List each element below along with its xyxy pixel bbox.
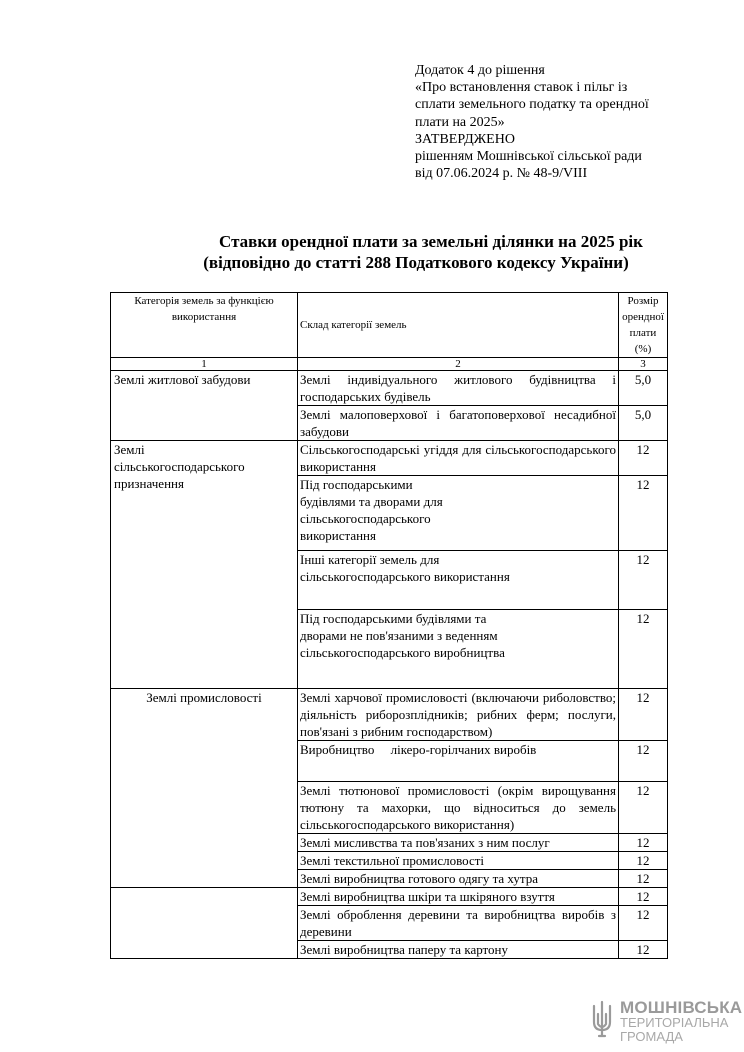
rate-cell: 12: [619, 941, 668, 959]
composition-cell: Землі оброблення деревини та виробництва виробів з деревини: [298, 906, 619, 941]
category-label: Землі сільськогосподарського призначення: [114, 442, 245, 491]
column-number: 1: [111, 358, 298, 371]
category-cell: [111, 441, 298, 689]
table-row: [111, 689, 668, 741]
header-rate: Розмір орендної плати (%): [619, 293, 668, 358]
rate-cell: 12: [619, 870, 668, 888]
header-line: Додаток 4 до рішення: [415, 63, 545, 78]
logo-line-2: ТЕРИТОРІАЛЬНА: [620, 1015, 729, 1030]
rate-cell: 12: [619, 741, 668, 782]
rate-cell: 12: [619, 888, 668, 906]
composition-cell: Землі виробництва шкіри та шкіряного взуття: [298, 888, 619, 906]
table-header-row: [111, 293, 668, 358]
composition-text: Інші категорії земель для сільськогосподарського використання: [300, 552, 510, 584]
composition-cell: Землі текстильної промисловості: [298, 852, 619, 870]
header-composition: Склад категорії земель: [298, 293, 619, 358]
composition-text: Під господарськими будівлями та дворами для сільськогосподарського використання: [300, 477, 443, 543]
header-line: «Про встановлення ставок і пільг із: [415, 80, 628, 96]
rate-cell: 5,0: [619, 371, 668, 406]
document-title: Ставки орендної плати за земельні ділянки на 2025 рік: [219, 232, 643, 251]
composition-cell: Сільськогосподарські угіддя для сільськогосподарського використання: [298, 441, 619, 476]
composition-cell: Землі малоповерхової і багатоповерхової несадибної забудови: [298, 406, 619, 441]
column-number: 3: [619, 358, 668, 371]
rate-cell: 12: [619, 551, 668, 610]
header-line: рішенням Мошнівської сільської ради: [415, 149, 642, 165]
category-cell: Землі житлової забудови: [111, 371, 298, 441]
composition-cell: Виробництво лікеро-горілчаних виробів: [298, 741, 619, 782]
header-line: сплати земельного податку та орендної: [415, 97, 649, 113]
community-logo: [590, 998, 743, 1048]
approval-header: [415, 62, 649, 182]
table-row: [111, 888, 668, 906]
rate-cell: 12: [619, 834, 668, 852]
trident-icon: [590, 1000, 614, 1040]
composition-cell: [298, 551, 619, 610]
header-line: від 07.06.2024 р. № 48-9/VIII: [415, 166, 588, 182]
composition-cell: Землі виробництва готового одягу та хутра: [298, 870, 619, 888]
composition-text: Під господарськими будівлями та дворами не пов'язаними з веденням сільськогосподарського виробництва: [300, 611, 505, 660]
header-line: плати на 2025»: [415, 114, 505, 130]
header-category: Категорія земель за функцією використання: [111, 293, 298, 358]
composition-cell: Землі харчової промисловості (включаючи риболовство; діяльність риборозплідників; рибних ферм; послуги, пов'язані з рибним господарством): [298, 689, 619, 741]
document-subtitle: (відповідно до статті 288 Податкового кодексу України): [203, 253, 629, 272]
logo-line-3: ГРОМАДА: [620, 1029, 683, 1044]
composition-cell: Землі тютюнової промисловості (окрім вирощування тютюну та махорки, що відноситься до земель сільськогосподарського використання): [298, 782, 619, 834]
rate-cell: 12: [619, 441, 668, 476]
header-line: ЗАТВЕРДЖЕНО: [415, 131, 515, 147]
column-number: 2: [298, 358, 619, 371]
logo-line-1: МОШНІВСЬКА: [620, 998, 743, 1017]
rate-cell: 5,0: [619, 406, 668, 441]
category-cell: [111, 888, 298, 959]
composition-cell: Землі індивідуального житлового будівництва і господарських будівель: [298, 371, 619, 406]
rate-cell: 12: [619, 906, 668, 941]
table-row: [111, 371, 668, 406]
rate-cell: 12: [619, 610, 668, 689]
rate-cell: 12: [619, 852, 668, 870]
rate-cell: 12: [619, 476, 668, 551]
column-number-row: [111, 358, 668, 371]
composition-cell: [298, 610, 619, 689]
composition-cell: Землі мисливства та пов'язаних з ним послуг: [298, 834, 619, 852]
rates-table: [110, 292, 668, 959]
composition-cell: Землі виробництва паперу та картону: [298, 941, 619, 959]
table-row: [111, 441, 668, 476]
composition-cell: [298, 476, 619, 551]
category-cell: Землі промисловості: [111, 689, 298, 888]
rate-cell: 12: [619, 782, 668, 834]
rate-cell: 12: [619, 689, 668, 741]
